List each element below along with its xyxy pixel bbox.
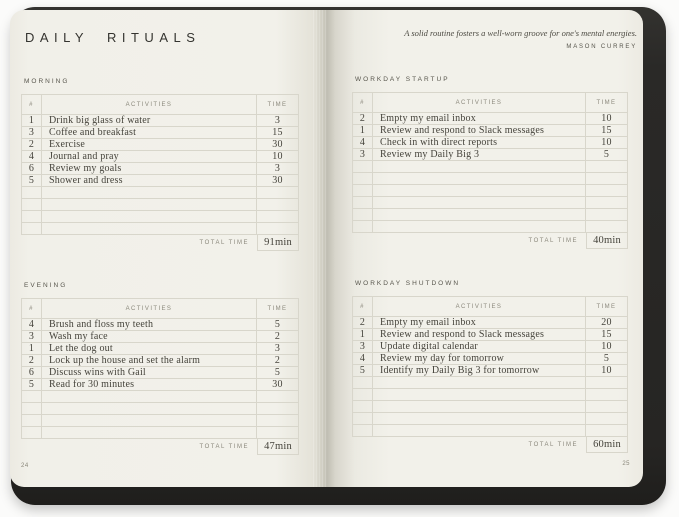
empty-row: [352, 197, 628, 209]
empty-row: [21, 391, 299, 403]
section-workday-shutdown: [352, 280, 628, 453]
table-row: [352, 317, 628, 329]
table-row: [21, 139, 299, 151]
empty-row: [21, 415, 299, 427]
table-row: [21, 151, 299, 163]
row-activity: Brush and floss my teeth: [49, 319, 154, 330]
col-header-time: TIME: [585, 93, 627, 112]
row-time: 5: [585, 149, 627, 160]
section-label-morning: MORNING: [24, 78, 70, 85]
row-num: 3: [22, 331, 42, 342]
col-header-num: #: [353, 297, 373, 316]
row-time: 15: [256, 127, 298, 138]
row-num: 2: [22, 139, 42, 150]
table-row: [21, 355, 299, 367]
row-time: 3: [256, 163, 298, 174]
total-time-label: TOTAL TIME: [528, 442, 578, 448]
empty-row: [21, 403, 299, 415]
col-header-activities: ACTIVITIES: [125, 305, 173, 312]
col-header-activities: ACTIVITIES: [125, 101, 173, 108]
table-header-row: [352, 297, 628, 317]
table-row: [21, 163, 299, 175]
row-num: 5: [353, 365, 373, 376]
rituals-table-workday-shutdown: [352, 296, 628, 453]
table-row: [21, 175, 299, 187]
row-activity: Coffee and breakfast: [49, 127, 137, 138]
empty-row: [21, 187, 299, 199]
row-num: 6: [22, 163, 42, 174]
section-workday-startup: [352, 76, 628, 249]
page-number-left: 24: [21, 463, 29, 469]
row-activity: Review my goals: [49, 163, 122, 174]
row-activity: Drink big glass of water: [49, 115, 151, 126]
row-num: 1: [22, 115, 42, 126]
section-morning: [21, 78, 299, 251]
col-header-num: #: [22, 95, 42, 114]
table-row: [21, 343, 299, 355]
empty-row: [352, 161, 628, 173]
table-row: [352, 365, 628, 377]
row-time: 5: [256, 367, 298, 378]
row-num: 4: [22, 319, 42, 330]
empty-row: [352, 173, 628, 185]
empty-row: [21, 199, 299, 211]
row-num: 5: [22, 379, 42, 390]
section-label-evening: EVENING: [24, 282, 68, 289]
row-time: 20: [585, 317, 627, 328]
row-activity: Identify my Daily Big 3 for tomorrow: [380, 365, 540, 376]
row-activity: Shower and dress: [49, 175, 123, 186]
row-activity: Update digital calendar: [380, 341, 478, 352]
row-activity: Let the dog out: [49, 343, 113, 354]
quote-block: [340, 28, 637, 50]
table-row: [352, 113, 628, 125]
row-activity: Journal and pray: [49, 151, 119, 162]
row-time: 30: [256, 139, 298, 150]
row-time: 10: [585, 341, 627, 352]
col-header-time: TIME: [585, 297, 627, 316]
row-time: 5: [585, 353, 627, 364]
row-num: 2: [22, 355, 42, 366]
total-time-value: 40min: [586, 233, 628, 249]
quote-author: MASON CURREY: [566, 44, 637, 50]
row-time: 30: [256, 175, 298, 186]
total-time-label: TOTAL TIME: [199, 444, 249, 450]
row-time: 2: [256, 331, 298, 342]
row-time: 3: [256, 115, 298, 126]
col-header-time: TIME: [256, 95, 298, 114]
total-time-label: TOTAL TIME: [199, 240, 249, 246]
table-row: [21, 331, 299, 343]
row-num: 4: [353, 137, 373, 148]
row-activity: Discuss wins with Gail: [49, 367, 146, 378]
table-row: [352, 341, 628, 353]
table-row: [21, 127, 299, 139]
table-row: [21, 115, 299, 127]
row-num: 1: [353, 125, 373, 136]
table-row: [21, 319, 299, 331]
rituals-table-evening: [21, 298, 299, 455]
section-label-workday-shutdown: WORKDAY SHUTDOWN: [355, 280, 461, 287]
row-activity: Empty my email inbox: [380, 113, 476, 124]
total-row: [352, 437, 628, 453]
total-row: [21, 439, 299, 455]
row-time: 10: [256, 151, 298, 162]
row-activity: Review and respond to Slack messages: [380, 329, 545, 340]
table-row: [21, 367, 299, 379]
row-activity: Exercise: [49, 139, 86, 150]
table-header-row: [21, 95, 299, 115]
empty-row: [21, 223, 299, 235]
row-time: 5: [256, 319, 298, 330]
empty-row: [352, 209, 628, 221]
total-row: [21, 235, 299, 251]
total-time-value: 60min: [586, 437, 628, 453]
table-row: [21, 379, 299, 391]
row-activity: Lock up the house and set the alarm: [49, 355, 201, 366]
empty-row: [352, 425, 628, 437]
empty-row: [352, 185, 628, 197]
row-time: 10: [585, 365, 627, 376]
row-num: 2: [353, 113, 373, 124]
empty-row: [352, 389, 628, 401]
empty-row: [21, 427, 299, 439]
row-num: 4: [353, 353, 373, 364]
page-number-right: 25: [622, 461, 630, 467]
rituals-table-morning: [21, 94, 299, 251]
total-time-value: 91min: [257, 235, 299, 251]
row-num: 4: [22, 151, 42, 162]
row-activity: Empty my email inbox: [380, 317, 476, 328]
empty-row: [352, 413, 628, 425]
gutter-page-edges: [313, 10, 327, 487]
col-header-activities: ACTIVITIES: [455, 99, 503, 106]
empty-row: [352, 377, 628, 389]
empty-row: [352, 221, 628, 233]
row-activity: Review and respond to Slack messages: [380, 125, 545, 136]
row-activity: Review my day for tomorrow: [380, 353, 505, 364]
row-time: 30: [256, 379, 298, 390]
row-time: 3: [256, 343, 298, 354]
row-time: 10: [585, 113, 627, 124]
row-time: 15: [585, 329, 627, 340]
row-num: 3: [353, 149, 373, 160]
row-num: 1: [353, 329, 373, 340]
total-time-label: TOTAL TIME: [528, 238, 578, 244]
row-time: 10: [585, 137, 627, 148]
col-header-num: #: [22, 299, 42, 318]
row-num: 2: [353, 317, 373, 328]
section-label-workday-startup: WORKDAY STARTUP: [355, 76, 450, 83]
table-row: [352, 137, 628, 149]
row-num: 5: [22, 175, 42, 186]
table-header-row: [21, 299, 299, 319]
empty-row: [21, 211, 299, 223]
page-title: DAILY RITUALS: [25, 30, 201, 45]
row-activity: Wash my face: [49, 331, 108, 342]
row-num: 3: [22, 127, 42, 138]
table-header-row: [352, 93, 628, 113]
col-header-activities: ACTIVITIES: [455, 303, 503, 310]
quote-text: A solid routine fosters a well-worn groove for one's mental energies.: [404, 28, 637, 38]
table-row: [352, 353, 628, 365]
table-row: [352, 329, 628, 341]
col-header-time: TIME: [256, 299, 298, 318]
row-num: 6: [22, 367, 42, 378]
col-header-num: #: [353, 93, 373, 112]
section-evening: [21, 282, 299, 455]
row-activity: Review my Daily Big 3: [380, 149, 480, 160]
table-row: [352, 149, 628, 161]
empty-row: [352, 401, 628, 413]
rituals-table-workday-startup: [352, 92, 628, 249]
total-row: [352, 233, 628, 249]
row-num: 1: [22, 343, 42, 354]
row-time: 15: [585, 125, 627, 136]
notebook-pages: [10, 10, 643, 487]
total-time-value: 47min: [257, 439, 299, 455]
row-activity: Read for 30 minutes: [49, 379, 135, 390]
table-row: [352, 125, 628, 137]
row-time: 2: [256, 355, 298, 366]
row-num: 3: [353, 341, 373, 352]
row-activity: Check in with direct reports: [380, 137, 498, 148]
